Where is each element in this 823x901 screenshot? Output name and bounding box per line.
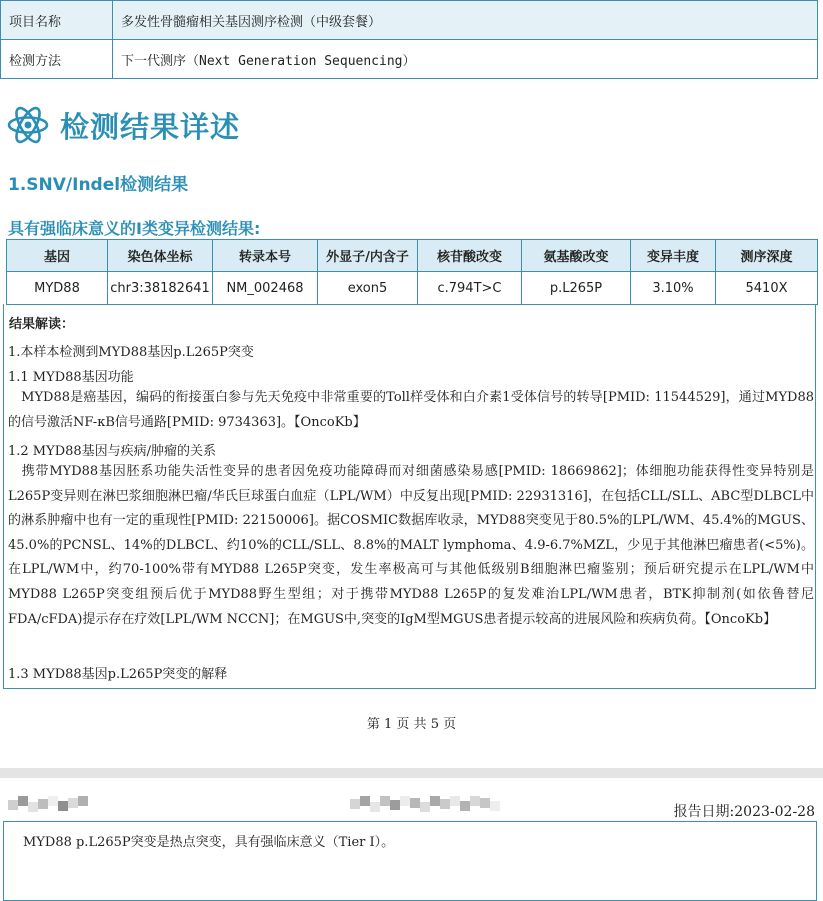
col-header: 核苷酸改变 [418, 240, 522, 272]
atom-icon [6, 103, 50, 147]
report-date: 报告日期:2023-02-28 [673, 804, 815, 820]
col-header: 基因 [7, 240, 108, 272]
table-row [7, 272, 818, 305]
gene-function-paragraph: MYD88是癌基因，编码的衔接蛋白参与先天免疫中非常重要的Toll样受体和白介素1受体信号的转导[PMID: 11544529]，通过MYD88的信号激活NF-κB信号通路[PMID: 9734363]。【OncoKb】 [8, 390, 814, 430]
interpretation-line: 1.2 MYD88基因与疾病/肿瘤的关系 [8, 444, 217, 459]
page-number: 第 1 页 共 5 页 [366, 717, 457, 732]
cell-exon: exon5 [318, 272, 418, 305]
redacted-header-left [8, 796, 88, 816]
redacted-header-center [350, 796, 500, 816]
project-name-value: 多发性骨髓瘤相关基因测序检测（中级套餐） [113, 1, 818, 40]
variant-class-title: 具有强临床意义的I类变异检测结果: [8, 219, 261, 238]
cell-frequency: 3.10% [631, 272, 716, 305]
col-header: 氨基酸改变 [522, 240, 631, 272]
cell-gene: MYD88 [7, 272, 108, 305]
col-header: 染色体坐标 [108, 240, 213, 272]
cell-nucleotide: c.794T>C [418, 272, 522, 305]
interpretation-header: 结果解读： [9, 317, 75, 332]
col-header: 转录本号 [213, 240, 318, 272]
cell-chromosome: chr3:38182641 [108, 272, 213, 305]
page-separator [0, 768, 823, 778]
interpretation-line: 1.本样本检测到MYD88基因p.L265P突变 [8, 345, 254, 360]
cell-amino-acid: p.L265P [522, 272, 631, 305]
variant-summary-text: MYD88 p.L265P突变是热点突变，具有强临床意义（Tier I）。 [23, 835, 395, 850]
variant-results-table [6, 239, 818, 305]
col-header: 外显子/内含子 [318, 240, 418, 272]
col-header: 测序深度 [716, 240, 818, 272]
section-title: 检测结果详述 [60, 109, 241, 144]
project-name-label: 项目名称 [1, 1, 113, 40]
table-header-row [7, 240, 818, 272]
section-header [6, 100, 240, 150]
cell-depth: 5410X [716, 272, 818, 305]
disease-relation-paragraph: 携带MYD88基因胚系功能失活性变异的患者因免疫功能障碍而对细菌感染易感[PMID: 18669862]；体细胞功能获得性变异特别是L265P变异则在淋巴浆细胞淋巴瘤/华氏巨球蛋白血症（LPL/WM）中反复出现[PMID: 22931316]，在包括CLL/SLL、ABC型DLBCL中的淋系肿瘤中也有一定的重现性[PMID: 22150006]。据COSMIC数据库收录，MYD88突变见于80.5%的LPL/WM、45.4%的MGUS、45.0%的PCNSL、14%的DLBCL、约10%的CLL/SLL、8.8%的MALT lymphoma、4.9-6.7%MZL，少见于其他淋巴瘤患者(<5%)。在LPL/WM中，约70-100%带有MYD88 L265P突变，发生率极高可与其他低级别B细胞淋巴瘤鉴别；预后研究提示在LPL/WM中MYD88 L265P突变组预后优于MYD88野生型组；对于携带MYD88 L265P的复发难治LPL/WM患者，BTK抑制剂(如依鲁替尼 FDA/cFDA)提示存在疗效[LPL/WM NCCN]；在MGUS中,突变的IgM型MGUS患者提示较高的进展风险和疾病负荷。【OncoKb】 [8, 464, 814, 627]
interpretation-box [3, 304, 816, 689]
method-value: 下一代测序（Next Generation Sequencing） [113, 40, 818, 79]
interpretation-line: 1.1 MYD88基因功能 [8, 370, 134, 385]
subsection-title: 1.SNV/Indel检测结果 [8, 175, 189, 195]
col-header: 变异丰度 [631, 240, 716, 272]
method-label: 检测方法 [1, 40, 113, 79]
variant-summary-box [3, 821, 817, 901]
project-info-table [0, 0, 818, 79]
interpretation-line: 1.3 MYD88基因p.L265P突变的解释 [8, 667, 228, 682]
cell-transcript: NM_002468 [213, 272, 318, 305]
